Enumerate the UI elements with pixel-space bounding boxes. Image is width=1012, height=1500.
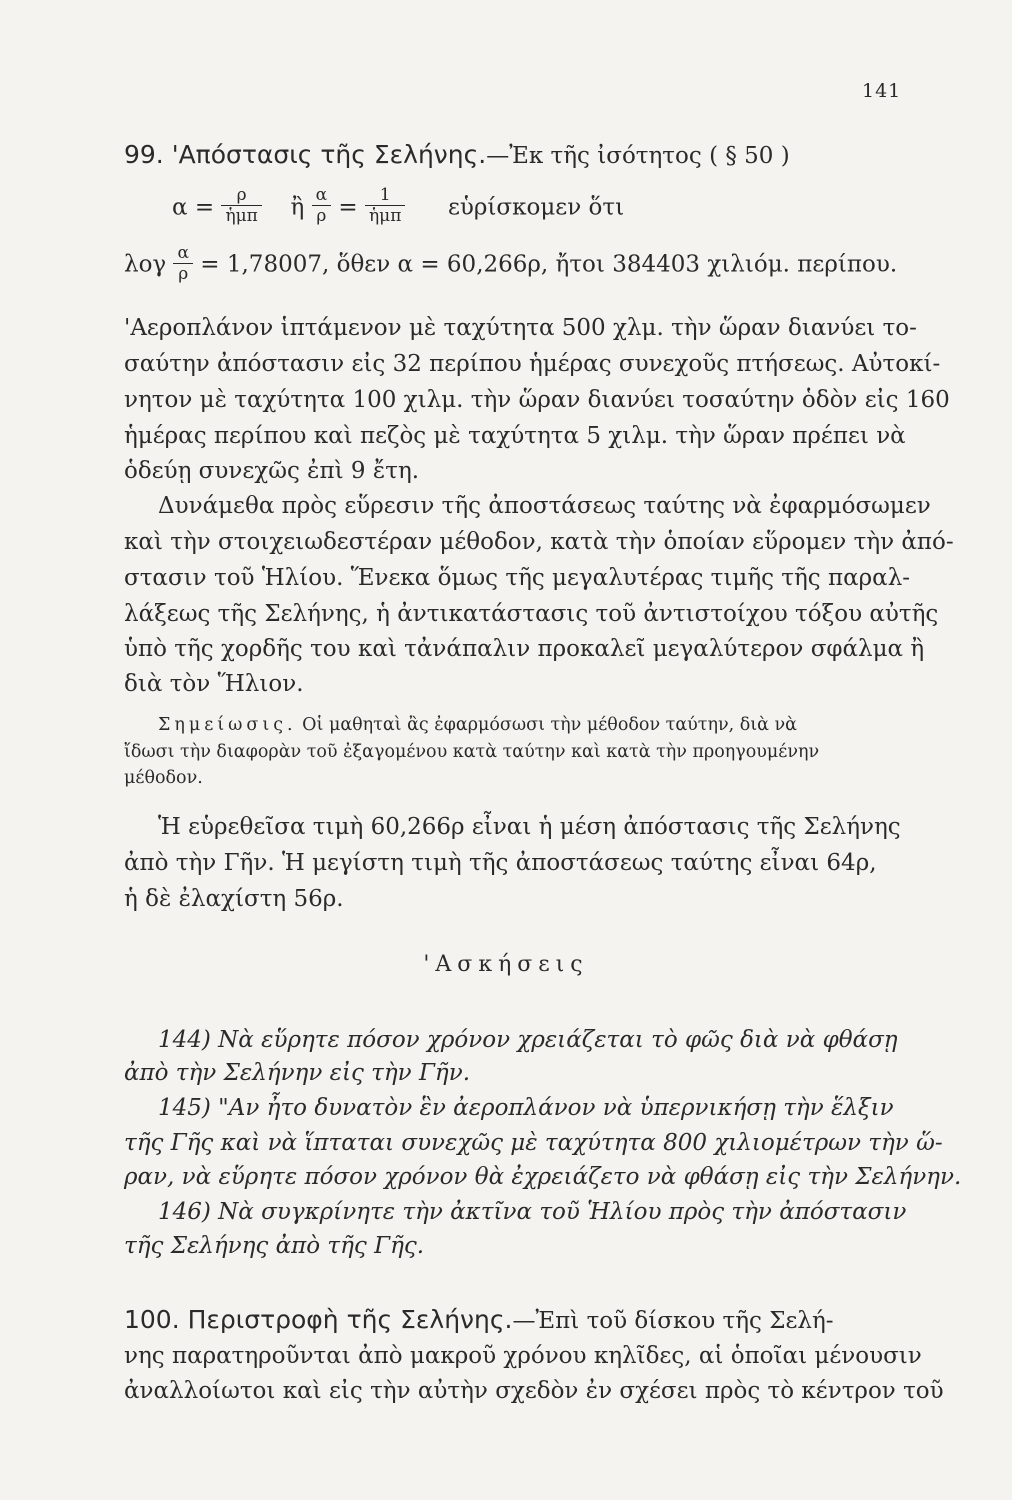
note-line: μέθοδον. (124, 768, 203, 788)
section-99-heading: 99. 'Απόστασις τῆς Σελήνης. (124, 140, 487, 169)
p2-line: καὶ τὴν στοιχειωδεστέραν μέθοδον, κατὰ τὴν ὁποίαν εὕρομεν τὴν ἀπό- (124, 529, 954, 555)
log-frac-numerator: α (173, 243, 192, 264)
section-99-intro: —Ἐκ τῆς ἰσότητος ( § 50 ) (486, 143, 790, 169)
page-number: 141 (862, 80, 902, 102)
eq-frac2-denominator: ρ (316, 206, 327, 226)
p3-line: ἀπὸ τὴν Γῆν. Ἡ μεγίστη τιμὴ τῆς ἀποστάσεως ταύτης εἶναι 64ρ, (124, 850, 877, 876)
p3-line: Ἡ εὑρεθεῖσα τιμὴ 60,266ρ εἶναι ἡ μέση ἀπόστασις τῆς Σελήνης (158, 814, 901, 840)
eq-fraction-2 (312, 185, 331, 226)
exercise-line: 146) Νὰ συγκρίνητε τὴν ἀκτῖνα τοῦ Ἡλίου πρὸς τὴν ἀπόστασιν (158, 1199, 907, 1225)
eq-frac2-numerator: α (312, 185, 331, 206)
eq-tail: εὑρίσκομεν ὅτι (448, 194, 625, 221)
eq-frac1-numerator: ρ (221, 185, 261, 206)
section-100-heading: 100. Περιστροφὴ τῆς Σελήνης. (124, 1305, 513, 1334)
equation-row (172, 187, 624, 228)
exercise-line: 145) "Αν ἦτο δυνατὸν ἓν ἀεροπλάνον νὰ ὑπερνικήσῃ τὴν ἕλξιν (158, 1095, 894, 1121)
note-text: Οἱ μαθηταὶ ἂς ἐφαρμόσωσι τὴν μέθοδον ταύτην, διὰ νὰ (296, 715, 797, 735)
eq-frac3-denominator: ἡμπ (368, 206, 402, 226)
log-prefix: λογ (124, 251, 167, 278)
p2-line: ὑπὸ τῆς χορδῆς του καὶ τἀνάπαλιν προκαλεῖ μεγαλύτερον σφάλμα ἢ (124, 636, 925, 662)
eq-equals-1: = (194, 194, 215, 221)
exercise-line: 144) Νὰ εὕρητε πόσον χρόνον χρειάζεται τὸ φῶς διὰ νὰ φθάσῃ (158, 1027, 898, 1053)
log-fraction (173, 243, 192, 284)
section-99-first-line (124, 140, 790, 171)
log-line (124, 245, 897, 286)
p2-line: λάξεως τῆς Σελήνης, ἡ ἀντικατάστασις τοῦ ἀντιστοίχου τόξου αὐτῆς (124, 601, 939, 627)
eq-equals-2: = (338, 194, 358, 221)
exercise-line: ἀπὸ τὴν Σελήνην εἰς τὴν Γῆν. (124, 1060, 470, 1086)
eq-alpha: α (172, 194, 188, 221)
p1-line: σαύτην ἀπόστασιν εἰς 32 περίπου ἡμέρας συνεχοῦς πτήσεως. Αὐτοκί- (124, 351, 941, 377)
p3-line: ἡ δὲ ἐλαχίστη 56ρ. (124, 886, 344, 912)
note-line: ἴδωσι τὴν διαφορὰν τοῦ ἐξαγομένου κατὰ ταύτην καὶ κατὰ τὴν προηγουμένην (124, 742, 820, 762)
note-first-line (158, 712, 797, 738)
p2-line: στασιν τοῦ Ἡλίου. Ἕνεκα ὅμως τῆς μεγαλυτέρας τιμῆς τῆς παραλ- (124, 565, 911, 591)
log-frac-denominator: ρ (178, 264, 189, 284)
section-100-first-line (124, 1305, 834, 1336)
exercises-heading: 'Ασκήσεις (423, 952, 589, 977)
eq-frac3-numerator: 1 (365, 185, 405, 206)
exercise-line: ραν, νὰ εὕρητε πόσον χρόνον θὰ ἐχρειάζετο νὰ φθάσῃ εἰς τὴν Σελήνην. (124, 1164, 962, 1190)
p2-line: διὰ τὸν Ἥλιον. (124, 671, 304, 697)
exercise-line: τῆς Σελήνης ἀπὸ τῆς Γῆς. (124, 1233, 425, 1259)
exercise-line: τῆς Γῆς καὶ νὰ ἵπταται συνεχῶς μὲ ταχύτητα 800 χιλιομέτρων τὴν ὥ- (124, 1130, 943, 1156)
section-100-tail: —Ἐπὶ τοῦ δίσκου τῆς Σελή- (512, 1308, 834, 1334)
p1-line: ὁδεύῃ συνεχῶς ἐπὶ 9 ἔτη. (124, 458, 420, 484)
p1-line: ἡμέρας περίπου καὶ πεζὸς μὲ ταχύτητα 5 χιλμ. τὴν ὥραν πρέπει νὰ (124, 423, 906, 449)
section-100-line: ἀναλλοίωτοι καὶ εἰς τὴν αὐτὴν σχεδὸν ἐν σχέσει πρὸς τὸ κέντρον τοῦ (124, 1378, 944, 1404)
section-100-line: νης παρατηροῦνται ἀπὸ μακροῦ χρόνου κηλῖδες, αἱ ὁποῖαι μένουσιν (124, 1343, 922, 1369)
p1-line: 'Αεροπλάνον ἱπτάμενον μὲ ταχύτητα 500 χλμ. τὴν ὥραν διανύει το- (124, 315, 917, 341)
note-label: Σημείωσις. (158, 715, 297, 735)
p1-line: νητον μὲ ταχύτητα 100 χιλμ. τὴν ὥραν διανύει τοσαύτην ὁδὸν εἰς 160 (124, 387, 950, 413)
p2-line: Δυνάμεθα πρὸς εὕρεσιν τῆς ἀποστάσεως ταύτης νὰ ἐφαρμόσωμεν (158, 493, 931, 519)
eq-or: ἢ (290, 194, 305, 221)
eq-fraction-1 (221, 185, 261, 226)
eq-fraction-3 (365, 185, 405, 226)
log-rest: = 1,78007, ὅθεν α = 60,266ρ, ἤτοι 384403 χιλιόμ. περίπου. (200, 251, 898, 278)
eq-frac1-denominator: ἡμπ (225, 206, 258, 226)
